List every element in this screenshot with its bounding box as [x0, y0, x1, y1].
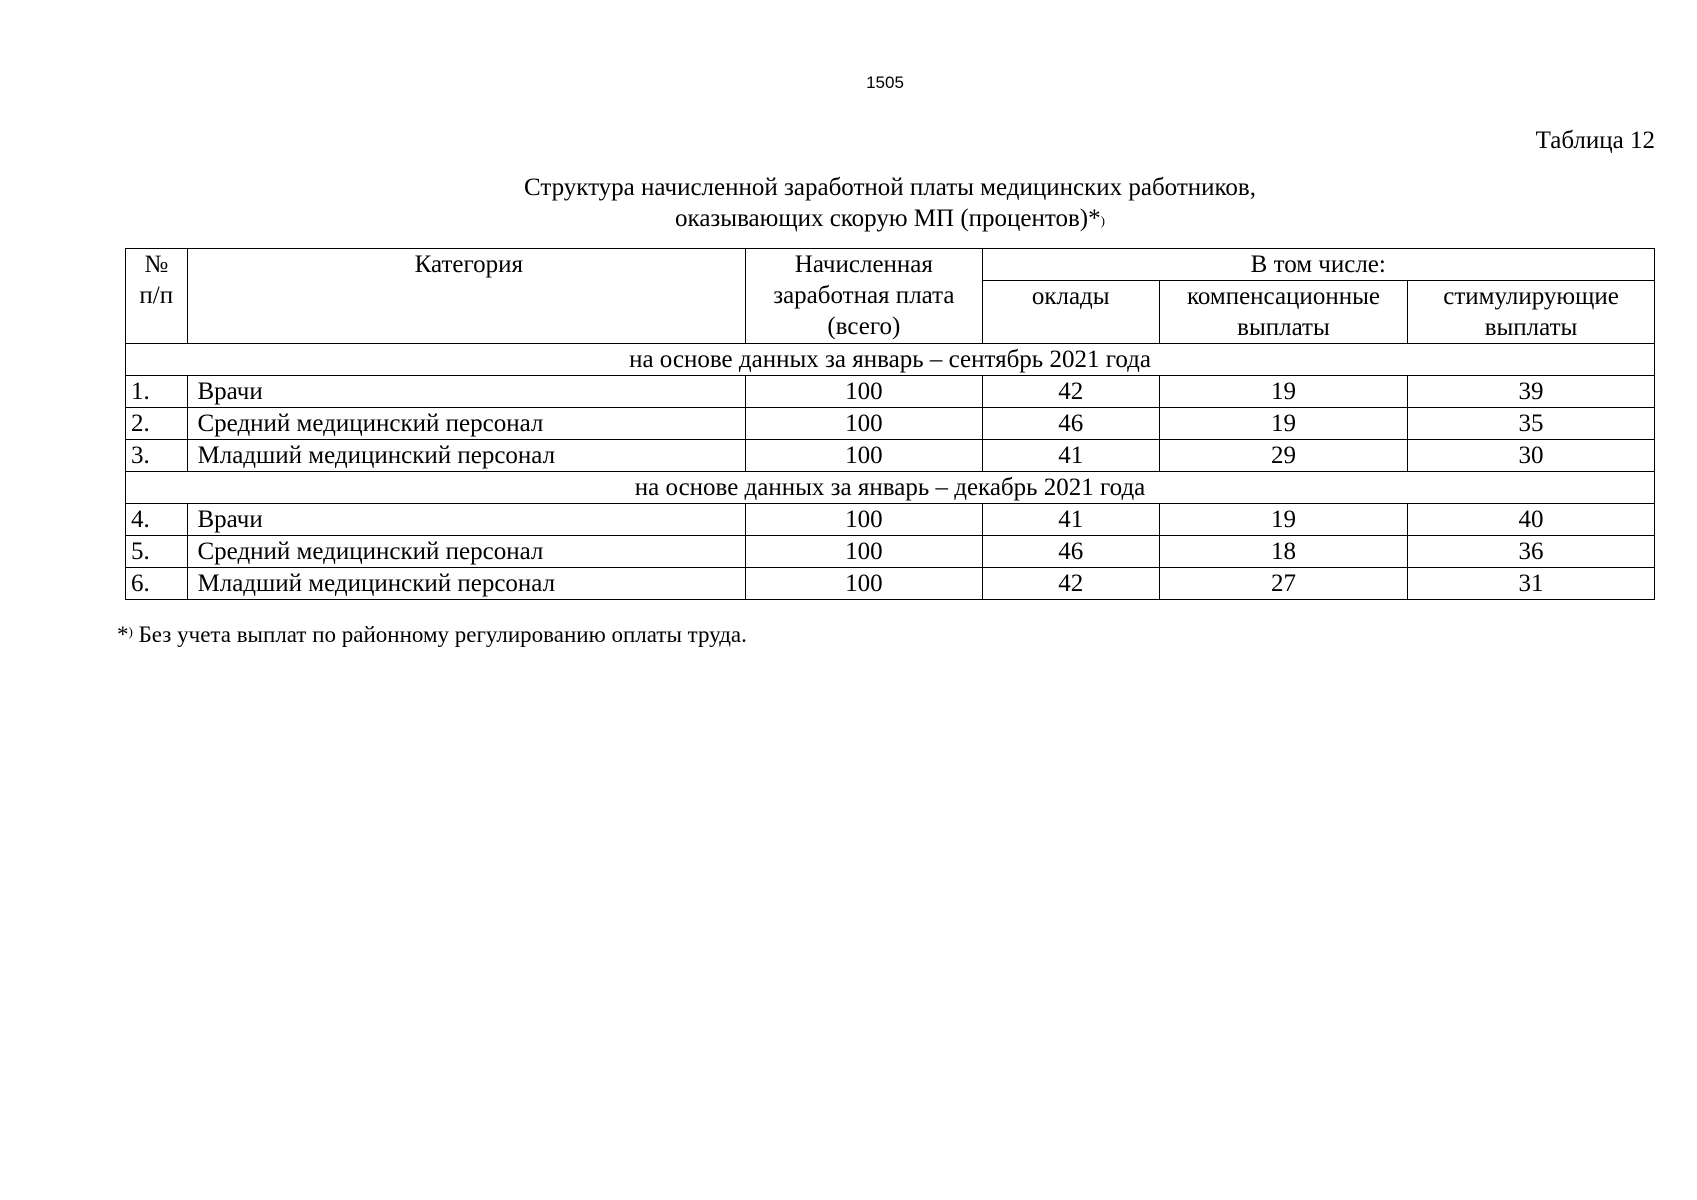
row-total: 100: [746, 408, 982, 440]
footnote-marker-sup: ): [128, 624, 133, 639]
row-compensation: 27: [1159, 568, 1407, 600]
table-header: [126, 249, 1655, 344]
row-num: 6.: [126, 568, 188, 600]
row-category: Средний медицинский персонал: [187, 408, 746, 440]
row-salaries: 46: [982, 536, 1159, 568]
header-including: В том числе:: [982, 249, 1654, 281]
title-line-2: [125, 203, 1655, 234]
footnote-text: Без учета выплат по районному регулированию оплаты труда.: [132, 622, 747, 647]
table-row: [126, 504, 1655, 536]
row-category: Врачи: [187, 504, 746, 536]
row-num: 2.: [126, 408, 188, 440]
row-category: Врачи: [187, 376, 746, 408]
row-total: 100: [746, 504, 982, 536]
row-salaries: 42: [982, 376, 1159, 408]
row-total: 100: [746, 568, 982, 600]
header-stimulating: [1408, 281, 1655, 344]
row-salaries: 42: [982, 568, 1159, 600]
row-category: Средний медицинский персонал: [187, 536, 746, 568]
header-num-line-2: п/п: [139, 282, 174, 309]
row-num: 3.: [126, 440, 188, 472]
table-row: [126, 440, 1655, 472]
header-stim-line-2: выплаты: [1484, 314, 1578, 341]
row-total: 100: [746, 440, 982, 472]
section-label: на основе данных за январь – декабрь 2021 года: [126, 472, 1655, 504]
header-comp-line-2: выплаты: [1237, 314, 1330, 341]
page-number: 1505: [866, 73, 904, 92]
row-num: 4.: [126, 504, 188, 536]
row-total: 100: [746, 376, 982, 408]
row-num: 1.: [126, 376, 188, 408]
footnote-marker: *: [117, 622, 129, 647]
row-stimulating: 31: [1408, 568, 1655, 600]
title-line-2-text: оказывающих скорую МП (процентов)*: [675, 205, 1101, 232]
row-compensation: 19: [1159, 376, 1407, 408]
header-total-line-1: Начисленная: [794, 251, 933, 278]
header-category-text: Категория: [414, 251, 523, 278]
row-salaries: 41: [982, 440, 1159, 472]
section-label: на основе данных за январь – сентябрь 2021 года: [126, 344, 1655, 376]
row-stimulating: 39: [1408, 376, 1655, 408]
header-salaries: оклады: [982, 281, 1159, 344]
row-compensation: 18: [1159, 536, 1407, 568]
header-num-line-1: №: [144, 251, 169, 278]
row-stimulating: 36: [1408, 536, 1655, 568]
row-category: Младший медицинский персонал: [187, 568, 746, 600]
header-row-1: [126, 249, 1655, 281]
table-row: [126, 408, 1655, 440]
row-total: 100: [746, 536, 982, 568]
salary-structure-table: [125, 248, 1655, 600]
header-total-line-2: заработная плата: [773, 282, 955, 309]
row-compensation: 29: [1159, 440, 1407, 472]
table-body: [126, 344, 1655, 600]
header-total-line-3: (всего): [827, 313, 901, 340]
row-salaries: 46: [982, 408, 1159, 440]
table-title: [125, 172, 1655, 234]
header-category: [187, 249, 746, 344]
row-stimulating: 30: [1408, 440, 1655, 472]
header-total: [746, 249, 982, 344]
row-stimulating: 35: [1408, 408, 1655, 440]
section-row: [126, 344, 1655, 376]
header-num: [126, 249, 188, 344]
table-row: [126, 568, 1655, 600]
row-compensation: 19: [1159, 408, 1407, 440]
header-comp-line-1: компенсационные: [1186, 283, 1380, 310]
title-footnote-marker: ): [1100, 213, 1105, 228]
row-category: Младший медицинский персонал: [187, 440, 746, 472]
table-label: Таблица 12: [1535, 127, 1655, 154]
row-salaries: 41: [982, 504, 1159, 536]
header-stim-line-1: стимулирующие: [1443, 283, 1619, 310]
section-row: [126, 472, 1655, 504]
table-row: [126, 376, 1655, 408]
table-row: [126, 536, 1655, 568]
row-stimulating: 40: [1408, 504, 1655, 536]
row-num: 5.: [126, 536, 188, 568]
header-compensation: [1159, 281, 1407, 344]
title-line-1: Структура начисленной заработной платы медицинских работников,: [524, 174, 1256, 201]
row-compensation: 19: [1159, 504, 1407, 536]
footnote: [117, 622, 747, 648]
